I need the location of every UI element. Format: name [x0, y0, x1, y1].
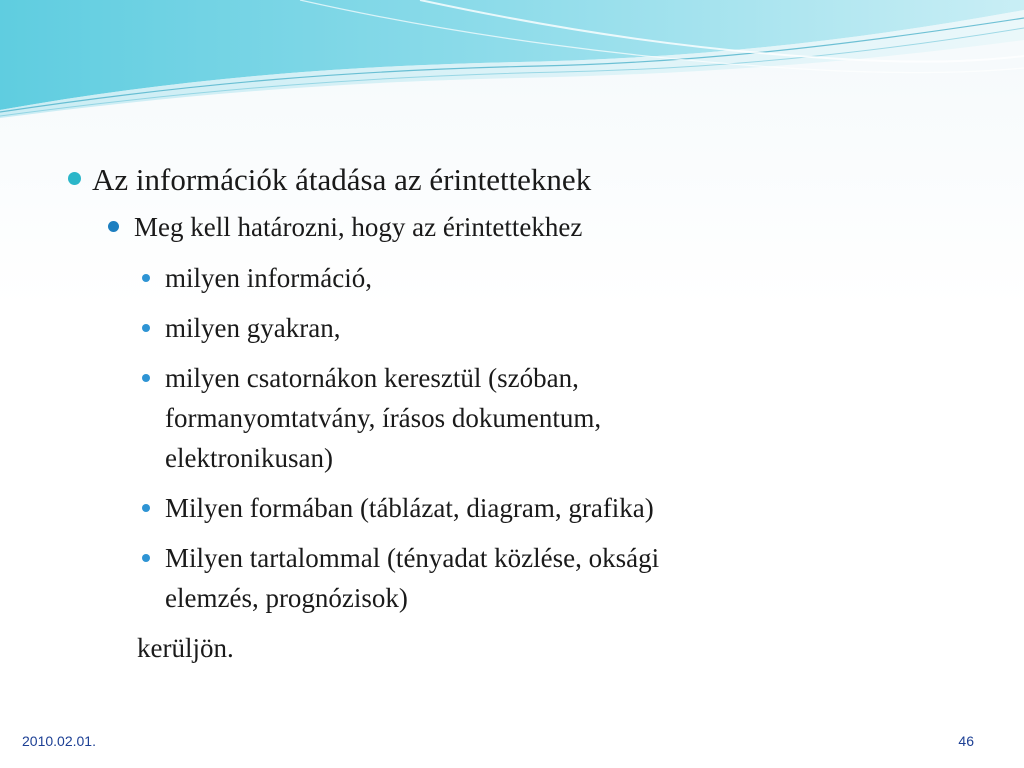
- list-item: [60, 538, 960, 618]
- list-item-text-line: elemzés, prognózisok): [165, 583, 408, 613]
- list-item: [60, 488, 960, 528]
- bullet-dot-icon: [108, 221, 119, 232]
- bullet-level1: [60, 158, 960, 202]
- bullet-dot-icon: [142, 274, 150, 282]
- list-item-text: milyen gyakran,: [165, 313, 341, 343]
- list-item-text-line: elektronikusan): [165, 443, 333, 473]
- bullet-level2-text: Meg kell határozni, hogy az érintettekhez: [134, 212, 583, 242]
- list-item-text-line: formanyomtatvány, írásos dokumentum,: [165, 403, 602, 433]
- bullet-dot-icon: [142, 374, 150, 382]
- list-item: [60, 358, 960, 478]
- header-wave-decoration: [0, 0, 1024, 120]
- bullet-dot-icon: [142, 324, 150, 332]
- slide-content: [60, 158, 960, 668]
- trailing-text: kerüljön.: [137, 633, 234, 663]
- footer-date: 2010.02.01.: [22, 733, 96, 749]
- slide-number: 46: [958, 733, 974, 749]
- bullet-dot-icon: [68, 172, 81, 185]
- list-item-text: Milyen formában (táblázat, diagram, grafika): [165, 493, 654, 523]
- list-item: [60, 308, 960, 348]
- list-item-text-line: Milyen tartalommal (tényadat közlése, oksági: [165, 543, 660, 573]
- list-item: [60, 258, 960, 298]
- bullet-dot-icon: [142, 504, 150, 512]
- bullet-dot-icon: [142, 554, 150, 562]
- list-item-text-line: milyen csatornákon keresztül (szóban,: [165, 363, 579, 393]
- list-item-text: milyen információ,: [165, 263, 372, 293]
- bullet-level1-text: Az információk átadása az érintetteknek: [92, 162, 592, 197]
- bullet-level2: [60, 208, 960, 246]
